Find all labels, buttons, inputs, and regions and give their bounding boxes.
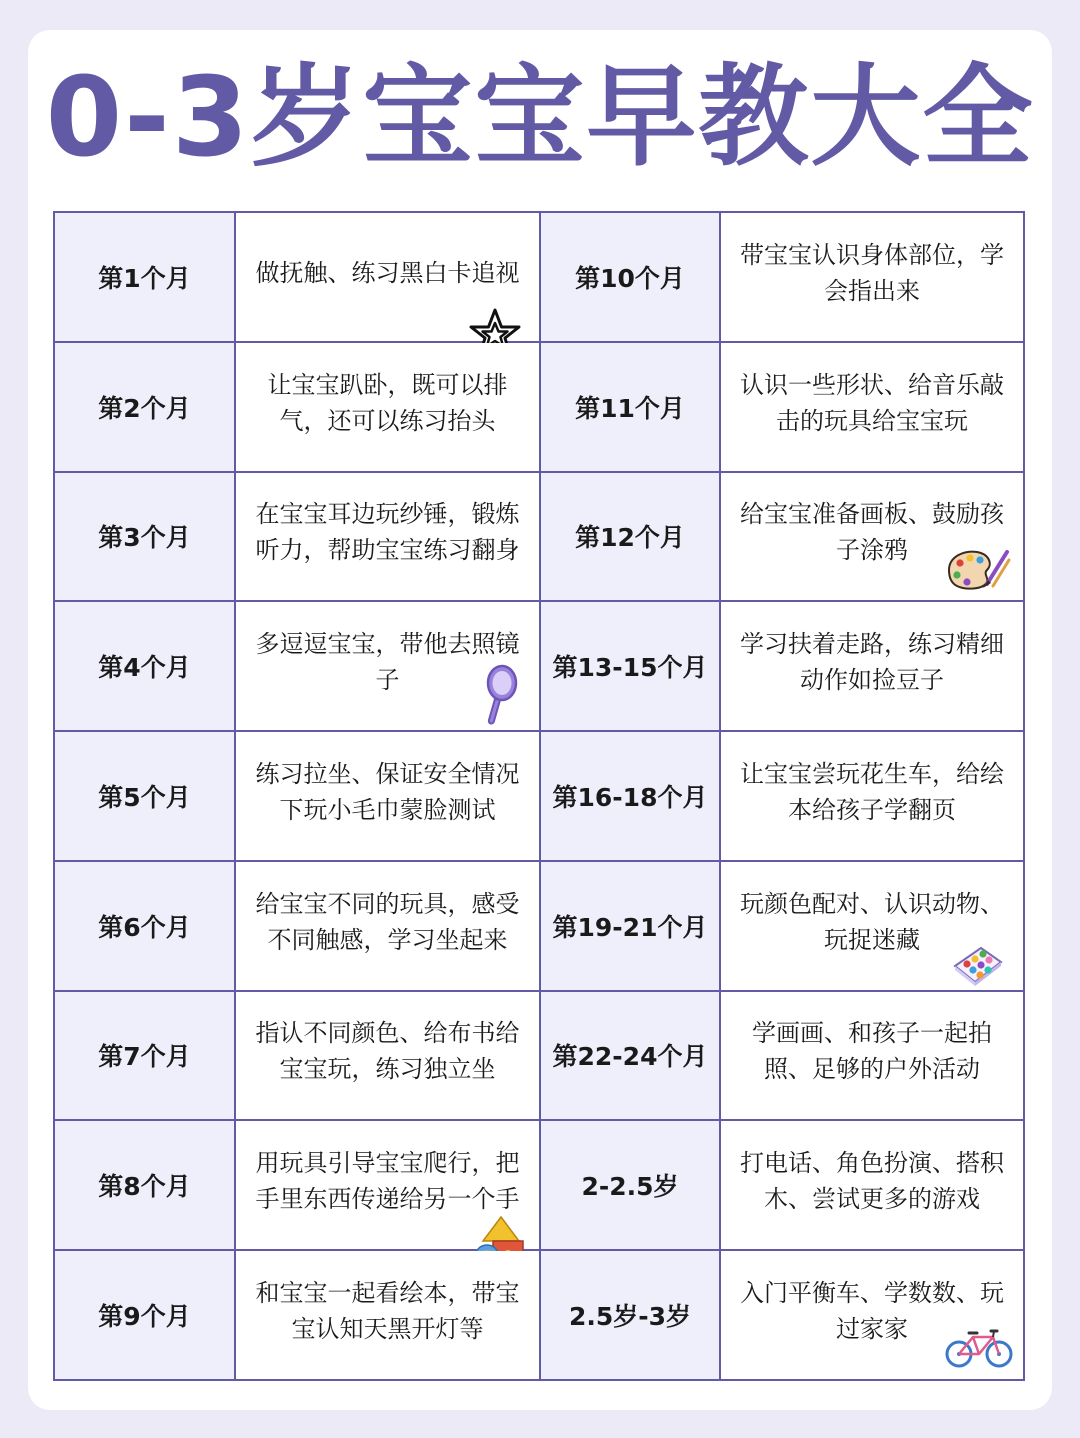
activity-text: 练习拉坐、保证安全情况下玩小毛巾蒙脸测试 <box>255 759 520 824</box>
activity-text: 学习扶着走路，练习精细动作如捡豆子 <box>740 630 1004 695</box>
activity-text: 让宝宝尝玩花生车，给绘本给孩子学翻页 <box>740 759 1004 824</box>
activity-description <box>235 1250 540 1380</box>
activity-text: 给宝宝不同的玩具，感受不同触感，学习坐起来 <box>255 889 520 954</box>
activity-text: 做抚触、练习黑白卡追视 <box>255 258 520 287</box>
activity-text: 认识一些形状、给音乐敲击的玩具给宝宝玩 <box>740 370 1004 435</box>
month-label: 第11个月 <box>540 342 720 472</box>
table-row <box>54 731 1024 861</box>
table-row <box>54 601 1024 731</box>
activity-description <box>720 731 1024 861</box>
month-label: 第13-15个月 <box>540 601 720 731</box>
activity-description <box>235 861 540 991</box>
table-row <box>54 342 1024 472</box>
month-label: 第12个月 <box>540 472 720 602</box>
activity-text: 打电话、角色扮演、搭积木、尝试更多的游戏 <box>740 1149 1004 1214</box>
activity-text: 在宝宝耳边玩纱锤，锻炼听力，帮助宝宝练习翻身 <box>255 500 520 565</box>
month-label: 第2个月 <box>54 342 235 472</box>
early-education-table <box>53 211 1025 1381</box>
activity-description <box>720 472 1024 602</box>
month-label: 第16-18个月 <box>540 731 720 861</box>
activity-description <box>720 991 1024 1121</box>
table-row <box>54 991 1024 1121</box>
activity-description <box>720 601 1024 731</box>
table-row <box>54 1120 1024 1250</box>
month-label: 2.5岁-3岁 <box>540 1250 720 1380</box>
month-label: 第19-21个月 <box>540 861 720 991</box>
activity-text: 入门平衡车、学数数、玩过家家 <box>740 1279 1004 1344</box>
table-row <box>54 1250 1024 1380</box>
activity-text: 指认不同颜色、给布书给宝宝玩，练习独立坐 <box>255 1019 520 1084</box>
month-label: 第10个月 <box>540 212 720 342</box>
month-label: 第3个月 <box>54 472 235 602</box>
activity-text: 玩颜色配对、认识动物、玩捉迷藏 <box>740 889 1004 954</box>
activity-description <box>235 731 540 861</box>
month-label: 第22-24个月 <box>540 991 720 1121</box>
month-label: 第5个月 <box>54 731 235 861</box>
activity-text: 让宝宝趴卧，既可以排气，还可以练习抬头 <box>267 370 508 435</box>
activity-text: 多逗逗宝宝，带他去照镜子 <box>255 630 520 695</box>
activity-description <box>235 472 540 602</box>
activity-description <box>720 342 1024 472</box>
activity-text: 用玩具引导宝宝爬行，把手里东西传递给另一个手 <box>255 1149 520 1214</box>
month-label: 第8个月 <box>54 1120 235 1250</box>
month-label: 第7个月 <box>54 991 235 1121</box>
month-label: 第1个月 <box>54 212 235 342</box>
activity-description <box>720 1250 1024 1380</box>
activity-description <box>720 1120 1024 1250</box>
month-label: 2-2.5岁 <box>540 1120 720 1250</box>
month-label: 第9个月 <box>54 1250 235 1380</box>
table-row <box>54 212 1024 342</box>
table-row <box>54 861 1024 991</box>
activity-text: 学画画、和孩子一起拍照、足够的户外活动 <box>752 1019 992 1084</box>
activity-description <box>235 1120 540 1250</box>
activity-description <box>720 861 1024 991</box>
activity-description <box>235 212 540 342</box>
activity-description <box>235 991 540 1121</box>
activity-text: 带宝宝认识身体部位，学会指出来 <box>740 240 1004 305</box>
activity-description <box>235 601 540 731</box>
activity-description <box>720 212 1024 342</box>
month-label: 第4个月 <box>54 601 235 731</box>
month-label: 第6个月 <box>54 861 235 991</box>
activity-description <box>235 342 540 472</box>
activity-text: 给宝宝准备画板、鼓励孩子涂鸦 <box>740 500 1004 565</box>
table-row <box>54 472 1024 602</box>
page-title: 0-3岁宝宝早教大全 <box>45 53 1035 181</box>
activity-text: 和宝宝一起看绘本，带宝宝认知天黑开灯等 <box>255 1279 520 1344</box>
